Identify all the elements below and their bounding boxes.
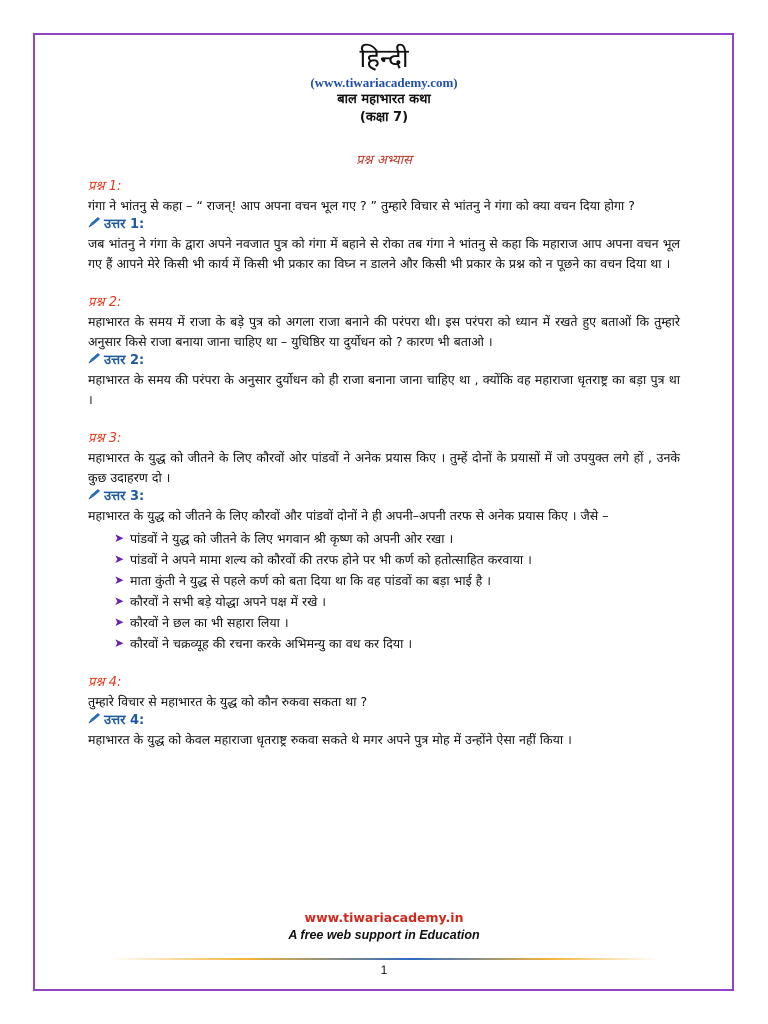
answer-heading bbox=[88, 712, 680, 730]
page-number: 1 bbox=[380, 963, 388, 977]
footer-tagline: A free web support in Education bbox=[288, 928, 480, 942]
qa-block-4 bbox=[88, 674, 680, 750]
page-footer bbox=[0, 910, 768, 944]
document-header bbox=[0, 44, 768, 127]
list-item: ➤ कौरवों ने सभी बड़े योद्धा अपने पक्ष में रखे । bbox=[114, 591, 680, 612]
qa-block-1 bbox=[88, 178, 680, 274]
qa-block-2 bbox=[88, 294, 680, 410]
question-text: तुम्हारे विचार से महाभारत के युद्ध को कौन रुकवा सकता था ? bbox=[88, 694, 368, 709]
list-item: ➤ माता कुंती ने युद्ध से पहले कर्ण को बता दिया था कि वह पांडवों का बड़ा भाई है । bbox=[114, 570, 680, 591]
question-text: गंगा ने भांतनु से कहा – “ राजन्! आप अपना वचन भूल गए ? ” तुम्हारे विचार से भांतनु ने गंगा को क्या वचन दिया होगा ? bbox=[88, 198, 635, 213]
pen-icon bbox=[88, 712, 102, 730]
arrow-bullet-icon: ➤ bbox=[114, 552, 125, 566]
answer-heading bbox=[88, 352, 680, 370]
answer-label: उत्तर 3: bbox=[104, 489, 145, 504]
section-title: प्रश्न अभ्यास bbox=[356, 153, 412, 168]
answer-label: उत्तर 1: bbox=[104, 217, 145, 232]
question-label: प्रश्न 2: bbox=[88, 295, 122, 310]
answer-text: महाभारत के युद्ध को जीतने के लिए कौरवों और पांडवों दोनों ने ही अपनी–अपनी तरफ से अनेक प्रयास किए । जैसे – bbox=[88, 508, 609, 523]
arrow-bullet-icon: ➤ bbox=[114, 573, 125, 587]
class-label: (कक्षा 7) bbox=[359, 110, 409, 125]
question-text: महाभारत के युद्ध को जीतने के लिए कौरवों ओर पांडवों ने अनेक प्रयास किए । तुम्हें दोनों के प्रयासों में जो उपयुक्त लगे हों , उनके कुछ उदाहरण दो । bbox=[88, 450, 680, 485]
question-label: प्रश्न 1: bbox=[88, 179, 122, 194]
answer-bullet-list bbox=[114, 528, 680, 654]
page-title: हिन्दी bbox=[359, 44, 409, 74]
list-item: ➤ पांडवों ने युद्ध को जीतने के लिए भगवान श्री कृष्ण को अपनी ओर रखा । bbox=[114, 528, 680, 549]
arrow-bullet-icon: ➤ bbox=[114, 594, 125, 608]
question-label: प्रश्न 3: bbox=[88, 431, 122, 446]
list-item: ➤ कौरवों ने छल का भी सहारा लिया । bbox=[114, 612, 680, 633]
arrow-bullet-icon: ➤ bbox=[114, 636, 125, 650]
footer-divider bbox=[110, 958, 658, 960]
pen-icon bbox=[88, 216, 102, 234]
arrow-bullet-icon: ➤ bbox=[114, 531, 125, 545]
question-label: प्रश्न 4: bbox=[88, 675, 122, 690]
question-text: महाभारत के समय में राजा के बड़े पुत्र को अगला राजा बनाने की परंपरा थी। इस परंपरा को ध्यान में रखते हुए बताओं कि तुम्हारे अनुसार किसे राजा बनाया जाना चाहिए था – युधिष्ठिर या दुर्योधन को ? कारण भी बताओ । bbox=[88, 314, 680, 349]
pen-icon bbox=[88, 352, 102, 370]
answer-heading bbox=[88, 216, 680, 234]
answer-text: महाभारत के समय की परंपरा के अनुसार दुर्योधन को ही राजा बनाना जाना चाहिए था , क्योंकि वह महाराजा धृतराष्ट्र का बड़ा पुत्र था । bbox=[88, 372, 680, 407]
answer-heading bbox=[88, 488, 680, 506]
qa-content bbox=[88, 178, 680, 770]
pen-icon bbox=[88, 488, 102, 506]
arrow-bullet-icon: ➤ bbox=[114, 615, 125, 629]
answer-text: महाभारत के युद्ध को केवल महाराजा धृतराष्ट्र रुकवा सकते थे मगर अपने पुत्र मोह में उन्होंने ऐसा नहीं किया । bbox=[88, 732, 572, 747]
list-item: ➤ पांडवों ने अपने मामा शल्य को कौरवों की तरफ होने पर भी कर्ण को हतोत्साहित करवाया । bbox=[114, 549, 680, 570]
list-item: ➤ कौरवों ने चक्रव्यूह की रचना करके अभिमन्यु का वध कर दिया । bbox=[114, 633, 680, 654]
footer-website-link[interactable]: www.tiwariacademy.in bbox=[304, 910, 464, 925]
answer-text: जब भांतनु ने गंगा के द्वारा अपने नवजात पुत्र को गंगा में बहाने से रोका तब गंगा ने भांतनु से कहा कि महाराज आप अपना वचन भूल गए हैं आपने मेरे किसी भी कार्य में किसी भी प्रकार का विघ्न न डालने और किसी भी प्रकार के प्रश्न को न पूछने का वचन दिया था । bbox=[88, 236, 680, 271]
answer-label: उत्तर 2: bbox=[104, 353, 145, 368]
chapter-title: बाल महाभारत कथा bbox=[337, 92, 431, 107]
answer-label: उत्तर 4: bbox=[104, 713, 145, 728]
qa-block-3 bbox=[88, 430, 680, 654]
website-link[interactable]: (www.tiwariacademy.com) bbox=[310, 75, 458, 90]
